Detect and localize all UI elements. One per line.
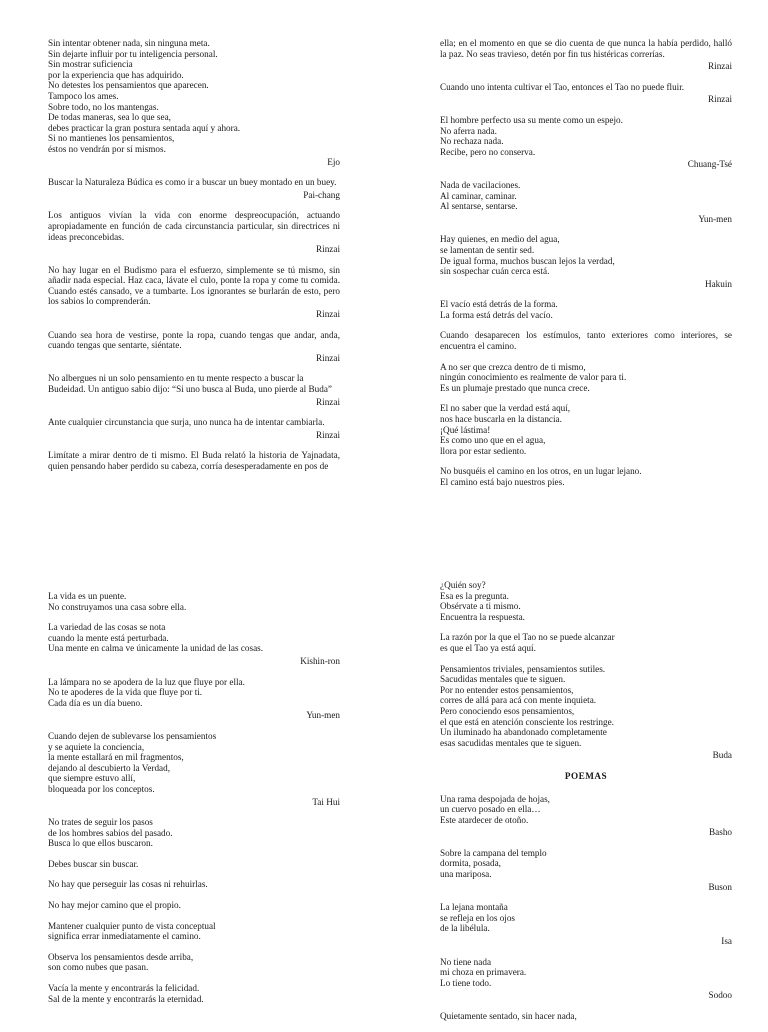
text-line: Cuando dejen de sublevarse los pensamientos bbox=[48, 730, 217, 741]
text-line: La forma está detrás del vacío. bbox=[440, 309, 553, 320]
text-line: La lejana montaña bbox=[440, 902, 508, 913]
quote-author: Hakuin bbox=[704, 278, 732, 289]
quote-block bbox=[440, 902, 732, 946]
text-line: No busquéis el camino en los otros, en un lugar lejano. bbox=[440, 466, 642, 477]
quote-block bbox=[440, 466, 732, 487]
quote-block bbox=[440, 403, 732, 456]
quote-author: Rinzai bbox=[316, 396, 340, 407]
text-line: una mariposa. bbox=[440, 869, 492, 880]
quote-block bbox=[48, 677, 340, 721]
paragraph: Cuando desaparecen los estímulos, tanto exteriores como interiores, se encuentra el camino. bbox=[440, 330, 732, 352]
text-line: ningún conocimiento es realmente de valor para ti. bbox=[440, 372, 627, 383]
text-line: No construyamos una casa sobre ella. bbox=[48, 601, 187, 612]
text-line: No trates de seguir los pasos bbox=[48, 817, 153, 828]
quote-author: Rinzai bbox=[316, 429, 340, 440]
text-line: Vacía la mente y encontrarás la felicidad. bbox=[48, 983, 200, 994]
page-bottom-right bbox=[440, 580, 732, 1032]
paragraph: Buscar la Naturaleza Búdica es como ir a buscar un buey montado en un buey. bbox=[48, 177, 337, 188]
text-line: un cuervo posado en ella… bbox=[440, 804, 541, 815]
quote-block bbox=[48, 330, 340, 364]
quote-block bbox=[440, 180, 732, 224]
quote-block bbox=[48, 879, 340, 890]
quote-author: Pai-chang bbox=[303, 189, 340, 200]
text-line: Debes buscar sin buscar. bbox=[48, 858, 139, 869]
text-line: No te apoderes de la vida que fluye por ti. bbox=[48, 687, 203, 698]
text-line: Quietamente sentado, sin hacer nada, bbox=[440, 1011, 577, 1021]
quote-author: Ejo bbox=[327, 156, 340, 167]
quote-block bbox=[48, 952, 340, 973]
text-line: corres de allá para acá con mente inquieta. bbox=[440, 695, 597, 706]
quote-block bbox=[440, 234, 732, 289]
quote-block bbox=[48, 210, 340, 254]
text-line: El camino está bajo nuestros pies. bbox=[440, 477, 565, 487]
text-line: El hombre perfecto usa su mente como un espejo. bbox=[440, 114, 623, 125]
quote-block bbox=[48, 983, 340, 1004]
text-line: Un iluminado ha abandonado completamente bbox=[440, 727, 607, 738]
text-line: Recibe, pero no conserva. bbox=[440, 146, 536, 157]
quote-block bbox=[440, 632, 732, 653]
quote-author: Isa bbox=[721, 936, 732, 947]
quote-author: Chuang-Tsé bbox=[687, 159, 732, 170]
text-line: cuando la mente está perturbada. bbox=[48, 632, 169, 643]
text-line: debes practicar la gran postura sentada aquí y ahora. bbox=[48, 122, 241, 133]
quote-block bbox=[440, 330, 732, 351]
quote-block bbox=[48, 921, 340, 942]
text-line: No hay mejor camino que el propio. bbox=[48, 900, 181, 911]
quote-block bbox=[440, 848, 732, 892]
text-line: que siempre estuvo allí, bbox=[48, 773, 136, 784]
paragraph: ella; en el momento en que se dio cuenta de que nunca la había perdido, halló la paz. No seas travieso, detén por fin tus histéricas correrías. bbox=[440, 38, 732, 59]
quote-block bbox=[440, 82, 732, 105]
quote-block bbox=[48, 38, 340, 167]
text-line: De igual forma, muchos buscan lejos la verdad, bbox=[440, 255, 615, 266]
quote-block bbox=[440, 115, 732, 170]
quote-block bbox=[440, 957, 732, 1001]
quote-block bbox=[48, 417, 340, 440]
paragraph: Cuando sea hora de vestirse, ponte la ropa, cuando tengas que andar, anda, cuando tengas que sentarte, siéntate. bbox=[48, 329, 340, 351]
quote-block bbox=[48, 591, 340, 612]
quote-block bbox=[440, 580, 732, 622]
text-line: ¡Qué lástima! bbox=[440, 424, 491, 435]
text-line: Una mente en calma ve únicamente la unidad de las cosas. bbox=[48, 643, 264, 654]
quote-block bbox=[440, 38, 732, 72]
text-line: Esa es la pregunta. bbox=[440, 590, 509, 601]
quote-block bbox=[48, 859, 340, 870]
text-line: significa errar inmediatamente el camino. bbox=[48, 931, 201, 942]
text-line: Sobre la campana del templo bbox=[440, 847, 547, 858]
text-line: Sin dejarte influir por tu inteligencia personal. bbox=[48, 48, 218, 59]
quote-author: Kishin-ron bbox=[300, 655, 340, 666]
text-line: Por no entender estos pensamientos, bbox=[440, 684, 574, 695]
text-line: Sin intentar obtener nada, sin ninguna meta. bbox=[48, 38, 210, 48]
text-line: sin sospechar cuán cerca está. bbox=[440, 266, 550, 277]
quote-block bbox=[440, 664, 732, 761]
page-top-right bbox=[440, 38, 732, 498]
page-top-left bbox=[48, 38, 340, 482]
quote-author: Buda bbox=[712, 750, 732, 761]
text-line: Pensamientos triviales, pensamientos sutiles. bbox=[440, 663, 606, 674]
quote-block bbox=[440, 362, 732, 394]
quote-author: Rinzai bbox=[316, 309, 340, 320]
quote-author: Yun-men bbox=[306, 710, 340, 721]
page-bottom-left bbox=[48, 591, 340, 1014]
text-line: Encuentra la respuesta. bbox=[440, 611, 525, 622]
text-line: La razón por la que el Tao no se puede alcanzar bbox=[440, 632, 615, 643]
text-line: No detestes los pensamientos que aparecen. bbox=[48, 80, 209, 91]
text-line: ¿Quién soy? bbox=[440, 580, 486, 590]
text-line: La vida es un puente. bbox=[48, 591, 127, 601]
quote-block bbox=[440, 794, 732, 838]
text-line: el que está en atención consciente los restringe. bbox=[440, 716, 614, 727]
text-line: No rechaza nada. bbox=[440, 136, 504, 147]
quote-block bbox=[440, 299, 732, 320]
text-line: El vacío está detrás de la forma. bbox=[440, 299, 558, 310]
text-line: No albergues ni un solo pensamiento en tu mente respecto a buscar la bbox=[48, 373, 304, 384]
text-line: Obsérvate a ti mismo. bbox=[440, 601, 521, 612]
text-line: bloqueada por los conceptos. bbox=[48, 783, 155, 794]
quote-author: Rinzai bbox=[708, 94, 732, 105]
quote-author: Yun-men bbox=[698, 213, 732, 224]
text-line: son como nubes que pasan. bbox=[48, 962, 149, 973]
quote-block bbox=[48, 731, 340, 807]
text-line: nos hace buscarla en la distancia. bbox=[440, 414, 562, 425]
text-line: de los hombres sabios del pasado. bbox=[48, 827, 173, 838]
text-line: de la libélula. bbox=[440, 923, 490, 934]
quote-block bbox=[48, 450, 340, 471]
text-line: es que el Tao ya está aquí. bbox=[440, 642, 536, 653]
text-line: Es como uno que en el agua, bbox=[440, 435, 546, 446]
text-line: se refleja en los ojos bbox=[440, 912, 516, 923]
section-heading: POEMAS bbox=[564, 770, 608, 781]
text-line: Es un plumaje prestado que nunca crece. bbox=[440, 382, 590, 393]
quote-author: Tai Hui bbox=[312, 796, 340, 807]
text-line: Sobre todo, no los mantengas. bbox=[48, 101, 159, 112]
text-line: Sal de la mente y encontrarás la eternidad. bbox=[48, 993, 204, 1004]
paragraph: Ante cualquier circunstancia que surja, uno nunca ha de intentar cambiarla. bbox=[48, 417, 325, 428]
text-line: Sin mostrar suficiencia bbox=[48, 59, 133, 70]
text-line: Si no mantienes los pensamientos, bbox=[48, 133, 175, 144]
text-line: No tiene nada bbox=[440, 956, 492, 967]
quote-block bbox=[48, 622, 340, 666]
quote-author: Rinzai bbox=[316, 352, 340, 363]
paragraph: Cuando uno intenta cultivar el Tao, entonces el Tao no puede fluir. bbox=[440, 81, 685, 92]
text-line: Sacudidas mentales que te siguen. bbox=[440, 674, 566, 685]
text-line: A no ser que crezca dentro de ti mismo, bbox=[440, 361, 586, 372]
text-line: No aferra nada. bbox=[440, 125, 497, 136]
text-line: Al caminar, caminar. bbox=[440, 190, 517, 201]
text-line: Al sentarse, sentarse. bbox=[440, 201, 518, 212]
text-line: De todas maneras, sea lo que sea, bbox=[48, 112, 171, 123]
text-line: llora por estar sediento. bbox=[440, 445, 527, 456]
quote-author: Basho bbox=[709, 827, 732, 838]
quote-block bbox=[48, 265, 340, 320]
quote-block bbox=[48, 817, 340, 849]
quote-block bbox=[440, 1011, 732, 1022]
quote-author: Buson bbox=[708, 881, 732, 892]
text-line: Lo tiene todo. bbox=[440, 977, 492, 988]
text-line: se lamentan de sentir sed. bbox=[440, 244, 535, 255]
text-line: Hay quienes, en medio del agua, bbox=[440, 234, 560, 245]
text-line: Cada día es un día bueno. bbox=[48, 697, 143, 708]
text-line: Busca lo que ellos buscaron. bbox=[48, 838, 153, 849]
text-line: Nada de vacilaciones. bbox=[440, 179, 521, 190]
paragraph: No hay lugar en el Budismo para el esfuerzo, simplemente se tú mismo, sin añadir nada especial. Haz caca, lávate el culo, ponte la ropa y come tu comida. Cuando estés cansado, ve a tumbarte. Los ignorantes se burlarán de esto, pero los sabios lo comprenderán. bbox=[48, 264, 340, 307]
quote-block bbox=[48, 900, 340, 911]
paragraph: Los antiguos vivían la vida con enorme despreocupación, actuando apropiadamente en función de cada circunstancia particular, sin directrices ni ideas preconcebidas. bbox=[48, 210, 340, 242]
quote-block bbox=[48, 177, 340, 200]
text-line: y se aquiete la conciencia, bbox=[48, 741, 145, 752]
text-line: El no saber que la verdad está aquí, bbox=[440, 403, 571, 414]
paragraph: Limítate a mirar dentro de ti mismo. El Buda relató la historia de Yajnadata, quien pensando haber perdido su cabeza, corría desesperadamente en pos de bbox=[48, 450, 340, 471]
text-line: la mente estallará en mil fragmentos, bbox=[48, 752, 184, 763]
text-line: La variedad de las cosas se nota bbox=[48, 622, 166, 633]
text-line: Mantener cualquier punto de vista conceptual bbox=[48, 920, 216, 931]
quote-author: Rinzai bbox=[316, 244, 340, 255]
text-line: por la experiencia que has adquirido. bbox=[48, 69, 184, 80]
text-line: Budeidad. Un antiguo sabio dijo: “Si uno busca al Buda, uno pierde al Buda” bbox=[48, 384, 332, 395]
quote-author: Sodoo bbox=[708, 990, 732, 1001]
text-line: La lámpara no se apodera de la luz que fluye por ella. bbox=[48, 676, 245, 687]
text-line: Una rama despojada de hojas, bbox=[440, 793, 550, 804]
text-line: Tampoco los ames. bbox=[48, 90, 119, 101]
text-line: Observa los pensamientos desde arriba, bbox=[48, 951, 194, 962]
text-line: esas sacudidas mentales que te siguen. bbox=[440, 737, 582, 748]
text-line: éstos no vendrán por sí mismos. bbox=[48, 143, 166, 154]
text-line: No hay que perseguir las cosas ni rehuirlas. bbox=[48, 879, 208, 890]
text-line: Pero conociendo esos pensamientos, bbox=[440, 705, 575, 716]
text-line: dormita, posada, bbox=[440, 858, 501, 869]
quote-block bbox=[48, 373, 340, 407]
text-line: mi choza en primavera. bbox=[440, 967, 527, 978]
text-line: dejando al descubierto la Verdad, bbox=[48, 762, 171, 773]
text-line: Este atardecer de otoño. bbox=[440, 814, 529, 825]
quote-author: Rinzai bbox=[708, 61, 732, 72]
